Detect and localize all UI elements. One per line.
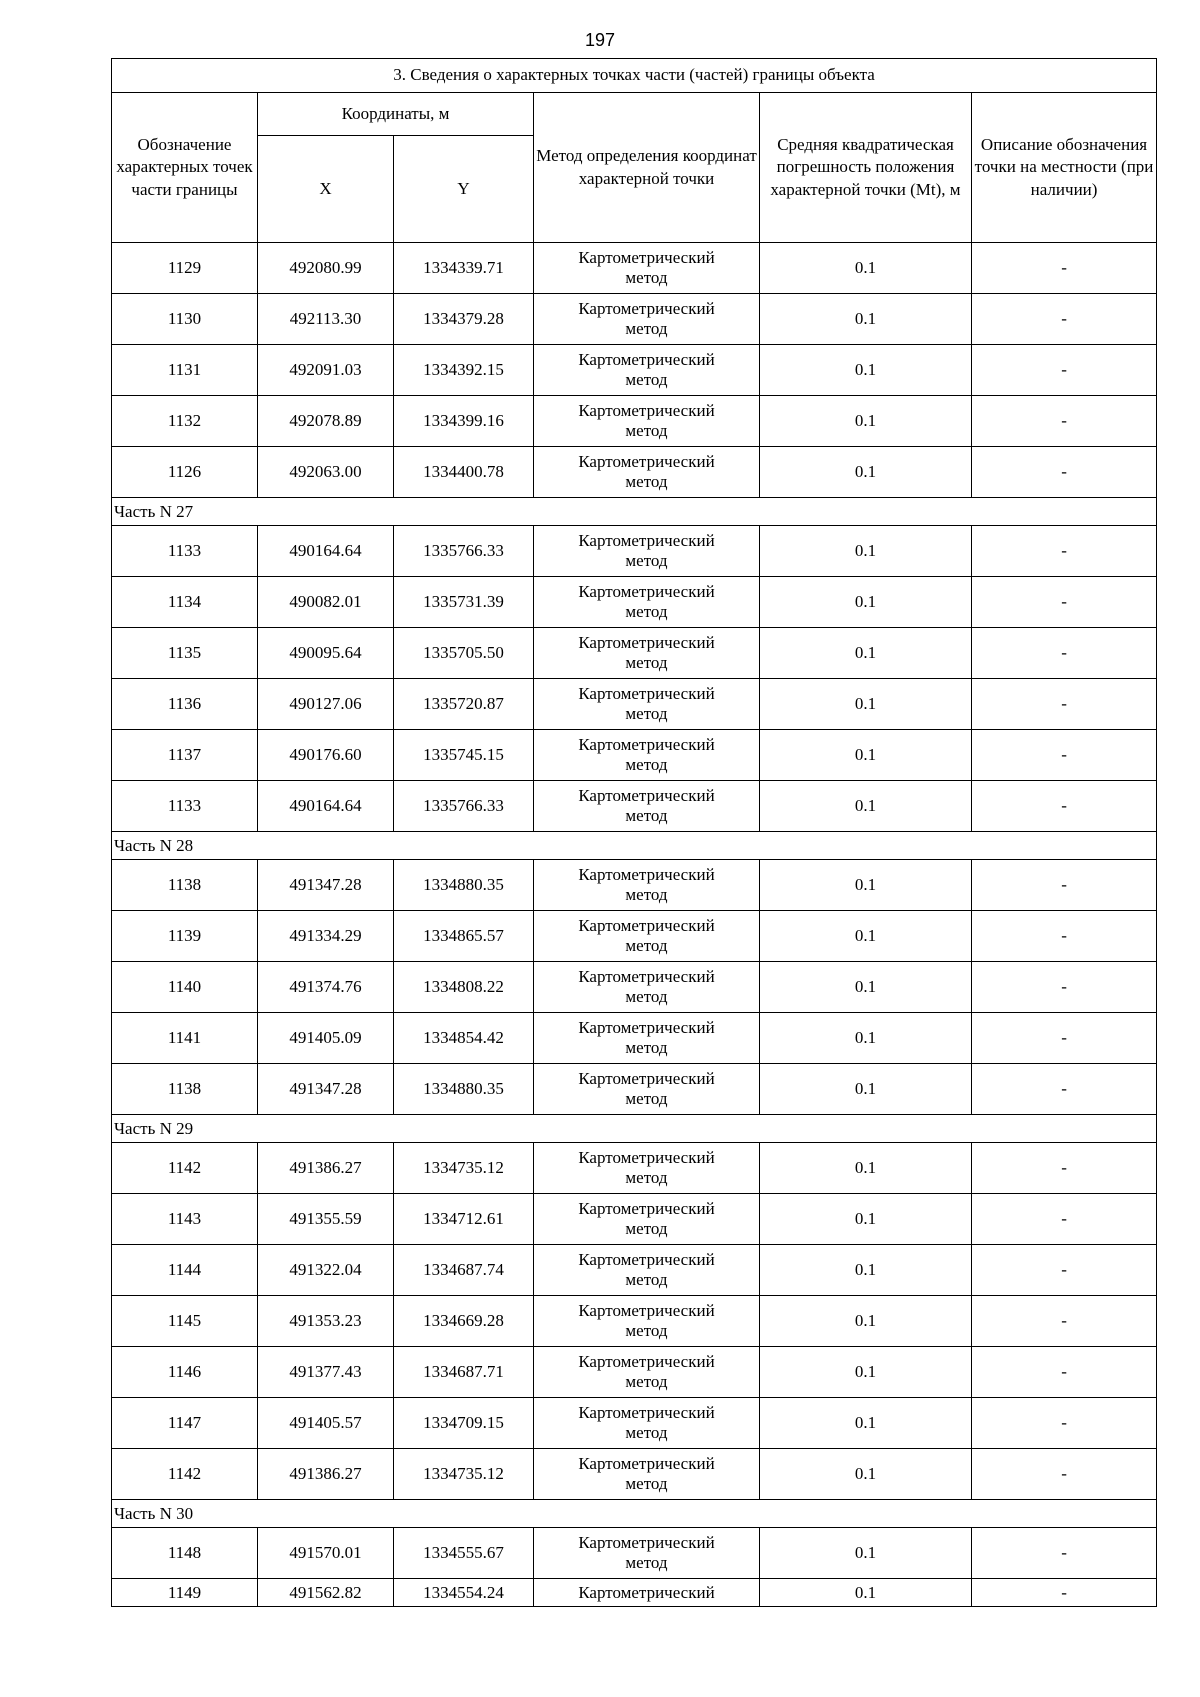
table-body bbox=[112, 243, 1157, 1607]
cell-description: - bbox=[972, 1245, 1157, 1296]
cell-accuracy: 0.1 bbox=[760, 1194, 972, 1245]
part-header-row bbox=[112, 832, 1157, 860]
method-line1: Картометрический bbox=[578, 735, 715, 755]
header-coords: Координаты, м bbox=[258, 93, 534, 136]
cell-point: 1138 bbox=[112, 1064, 258, 1115]
part-label: Часть N 28 bbox=[112, 832, 1157, 860]
cell-y: 1335720.87 bbox=[394, 679, 534, 730]
cell-point: 1142 bbox=[112, 1143, 258, 1194]
cell-x: 491405.09 bbox=[258, 1013, 394, 1064]
cell-accuracy: 0.1 bbox=[760, 679, 972, 730]
cell-y: 1334854.42 bbox=[394, 1013, 534, 1064]
cell-accuracy: 0.1 bbox=[760, 860, 972, 911]
cell-x: 491405.57 bbox=[258, 1398, 394, 1449]
cell-x: 490176.60 bbox=[258, 730, 394, 781]
cell-y: 1334400.78 bbox=[394, 447, 534, 498]
cell-description: - bbox=[972, 1528, 1157, 1579]
method-line1: Картометрический bbox=[578, 916, 715, 936]
cell-y: 1335731.39 bbox=[394, 577, 534, 628]
method-line1: Картометрический bbox=[578, 248, 715, 268]
method-line2: метод bbox=[625, 421, 668, 440]
cell-method bbox=[534, 1347, 760, 1398]
method-line1: Картометрический bbox=[578, 1454, 715, 1474]
header-method: Метод определения координат характерной точки bbox=[534, 93, 760, 243]
method-line2: метод bbox=[625, 268, 668, 287]
cell-description: - bbox=[972, 1347, 1157, 1398]
cell-accuracy: 0.1 bbox=[760, 577, 972, 628]
cell-y: 1334808.22 bbox=[394, 962, 534, 1013]
cell-method bbox=[534, 1579, 760, 1607]
table-row bbox=[112, 860, 1157, 911]
cell-y: 1335766.33 bbox=[394, 526, 534, 577]
cell-method bbox=[534, 628, 760, 679]
cell-x: 491353.23 bbox=[258, 1296, 394, 1347]
method-line1: Картометрический bbox=[578, 1148, 715, 1168]
cell-point: 1138 bbox=[112, 860, 258, 911]
method-line2: метод bbox=[625, 755, 668, 774]
method-line2: метод bbox=[625, 1553, 668, 1572]
method-line2: метод bbox=[625, 885, 668, 904]
cell-description: - bbox=[972, 1398, 1157, 1449]
cell-description: - bbox=[972, 396, 1157, 447]
cell-point: 1133 bbox=[112, 781, 258, 832]
cell-method bbox=[534, 243, 760, 294]
method-line2: метод bbox=[625, 1423, 668, 1442]
cell-accuracy: 0.1 bbox=[760, 962, 972, 1013]
table-row bbox=[112, 962, 1157, 1013]
method-line1: Картометрический bbox=[578, 582, 715, 602]
cell-point: 1141 bbox=[112, 1013, 258, 1064]
cell-method bbox=[534, 1296, 760, 1347]
table-row bbox=[112, 243, 1157, 294]
method-line1: Картометрический bbox=[578, 299, 715, 319]
cell-method bbox=[534, 526, 760, 577]
cell-accuracy: 0.1 bbox=[760, 781, 972, 832]
table-row bbox=[112, 396, 1157, 447]
method-line1: Картометрический bbox=[578, 1199, 715, 1219]
method-line2: метод bbox=[625, 1321, 668, 1340]
table-row bbox=[112, 911, 1157, 962]
part-label: Часть N 30 bbox=[112, 1500, 1157, 1528]
cell-method bbox=[534, 679, 760, 730]
cell-accuracy: 0.1 bbox=[760, 1143, 972, 1194]
method-line1: Картометрический bbox=[578, 1301, 715, 1321]
cell-point: 1126 bbox=[112, 447, 258, 498]
table-row bbox=[112, 1013, 1157, 1064]
cell-x: 491570.01 bbox=[258, 1528, 394, 1579]
table-row bbox=[112, 447, 1157, 498]
cell-description: - bbox=[972, 628, 1157, 679]
part-header-row bbox=[112, 498, 1157, 526]
cell-method bbox=[534, 1064, 760, 1115]
cell-method bbox=[534, 1398, 760, 1449]
method-line1: Картометрический bbox=[578, 633, 715, 653]
method-line1: Картометрический bbox=[578, 531, 715, 551]
cell-point: 1147 bbox=[112, 1398, 258, 1449]
cell-point: 1137 bbox=[112, 730, 258, 781]
cell-description: - bbox=[972, 1579, 1157, 1607]
method-line2: метод bbox=[625, 319, 668, 338]
cell-point: 1130 bbox=[112, 294, 258, 345]
cell-y: 1334687.74 bbox=[394, 1245, 534, 1296]
table-row bbox=[112, 526, 1157, 577]
cell-point: 1135 bbox=[112, 628, 258, 679]
cell-y: 1334735.12 bbox=[394, 1143, 534, 1194]
table-row bbox=[112, 1245, 1157, 1296]
method-line2: метод bbox=[625, 551, 668, 570]
cell-description: - bbox=[972, 1194, 1157, 1245]
method-line1: Картометрический bbox=[578, 967, 715, 987]
cell-accuracy: 0.1 bbox=[760, 1528, 972, 1579]
cell-description: - bbox=[972, 294, 1157, 345]
table-title: 3. Сведения о характерных точках части (частей) границы объекта bbox=[112, 59, 1157, 93]
table-row bbox=[112, 1347, 1157, 1398]
method-line2: метод bbox=[625, 806, 668, 825]
cell-method bbox=[534, 396, 760, 447]
cell-point: 1149 bbox=[112, 1579, 258, 1607]
header-description: Описание обозначения точки на местности (при наличии) bbox=[972, 93, 1157, 243]
cell-accuracy: 0.1 bbox=[760, 447, 972, 498]
table-row bbox=[112, 345, 1157, 396]
cell-accuracy: 0.1 bbox=[760, 1398, 972, 1449]
method-line2: метод bbox=[625, 1089, 668, 1108]
cell-accuracy: 0.1 bbox=[760, 1064, 972, 1115]
cell-accuracy: 0.1 bbox=[760, 1579, 972, 1607]
cell-point: 1132 bbox=[112, 396, 258, 447]
table-row bbox=[112, 577, 1157, 628]
cell-method bbox=[534, 1245, 760, 1296]
cell-x: 492091.03 bbox=[258, 345, 394, 396]
cell-y: 1334712.61 bbox=[394, 1194, 534, 1245]
cell-description: - bbox=[972, 243, 1157, 294]
cell-x: 492080.99 bbox=[258, 243, 394, 294]
table-row bbox=[112, 1194, 1157, 1245]
cell-x: 490164.64 bbox=[258, 526, 394, 577]
cell-description: - bbox=[972, 1296, 1157, 1347]
method-line1: Картометрический bbox=[578, 1352, 715, 1372]
points-table bbox=[111, 58, 1157, 1607]
cell-accuracy: 0.1 bbox=[760, 396, 972, 447]
table-row bbox=[112, 1528, 1157, 1579]
cell-x: 491347.28 bbox=[258, 860, 394, 911]
cell-method bbox=[534, 447, 760, 498]
cell-x: 492063.00 bbox=[258, 447, 394, 498]
cell-point: 1136 bbox=[112, 679, 258, 730]
method-line2: метод bbox=[625, 1372, 668, 1391]
table-row bbox=[112, 1449, 1157, 1500]
cell-y: 1334865.57 bbox=[394, 911, 534, 962]
cell-point: 1133 bbox=[112, 526, 258, 577]
cell-y: 1334339.71 bbox=[394, 243, 534, 294]
cell-description: - bbox=[972, 1013, 1157, 1064]
cell-point: 1145 bbox=[112, 1296, 258, 1347]
method-line1: Картометрический bbox=[578, 865, 715, 885]
table-row bbox=[112, 1398, 1157, 1449]
method-line1: Картометрический bbox=[578, 786, 715, 806]
cell-y: 1334554.24 bbox=[394, 1579, 534, 1607]
cell-y: 1335766.33 bbox=[394, 781, 534, 832]
method-line2: метод bbox=[625, 1038, 668, 1057]
method-line1: Картометрический bbox=[578, 1582, 715, 1602]
part-label: Часть N 27 bbox=[112, 498, 1157, 526]
cell-description: - bbox=[972, 1064, 1157, 1115]
cell-accuracy: 0.1 bbox=[760, 1245, 972, 1296]
cell-accuracy: 0.1 bbox=[760, 1347, 972, 1398]
part-label: Часть N 29 bbox=[112, 1115, 1157, 1143]
cell-description: - bbox=[972, 679, 1157, 730]
cell-description: - bbox=[972, 447, 1157, 498]
cell-x: 492078.89 bbox=[258, 396, 394, 447]
cell-method bbox=[534, 345, 760, 396]
method-line2: метод bbox=[625, 370, 668, 389]
cell-y: 1334709.15 bbox=[394, 1398, 534, 1449]
part-header-row bbox=[112, 1115, 1157, 1143]
method-line1: Картометрический bbox=[578, 1403, 715, 1423]
method-line1: Картометрический bbox=[578, 1250, 715, 1270]
table-row bbox=[112, 679, 1157, 730]
cell-description: - bbox=[972, 730, 1157, 781]
table-row bbox=[112, 1579, 1157, 1607]
header-x: X bbox=[258, 136, 394, 243]
cell-y: 1334392.15 bbox=[394, 345, 534, 396]
cell-y: 1334880.35 bbox=[394, 860, 534, 911]
cell-description: - bbox=[972, 1449, 1157, 1500]
method-line1: Картометрический bbox=[578, 684, 715, 704]
cell-x: 491355.59 bbox=[258, 1194, 394, 1245]
method-line2: метод bbox=[625, 1219, 668, 1238]
cell-point: 1139 bbox=[112, 911, 258, 962]
cell-point: 1134 bbox=[112, 577, 258, 628]
cell-method bbox=[534, 1449, 760, 1500]
cell-accuracy: 0.1 bbox=[760, 1449, 972, 1500]
cell-accuracy: 0.1 bbox=[760, 730, 972, 781]
cell-point: 1142 bbox=[112, 1449, 258, 1500]
cell-description: - bbox=[972, 860, 1157, 911]
cell-method bbox=[534, 781, 760, 832]
cell-x: 490082.01 bbox=[258, 577, 394, 628]
cell-x: 491334.29 bbox=[258, 911, 394, 962]
method-line2: метод bbox=[625, 1270, 668, 1289]
cell-x: 491386.27 bbox=[258, 1143, 394, 1194]
cell-x: 491347.28 bbox=[258, 1064, 394, 1115]
cell-method bbox=[534, 1528, 760, 1579]
cell-point: 1148 bbox=[112, 1528, 258, 1579]
cell-y: 1334687.71 bbox=[394, 1347, 534, 1398]
cell-method bbox=[534, 577, 760, 628]
cell-x: 491377.43 bbox=[258, 1347, 394, 1398]
cell-x: 491386.27 bbox=[258, 1449, 394, 1500]
method-line2: метод bbox=[625, 936, 668, 955]
cell-description: - bbox=[972, 962, 1157, 1013]
cell-y: 1334555.67 bbox=[394, 1528, 534, 1579]
cell-accuracy: 0.1 bbox=[760, 1296, 972, 1347]
method-line2: метод bbox=[625, 1168, 668, 1187]
cell-description: - bbox=[972, 526, 1157, 577]
cell-method bbox=[534, 962, 760, 1013]
cell-y: 1334399.16 bbox=[394, 396, 534, 447]
cell-method bbox=[534, 1013, 760, 1064]
cell-description: - bbox=[972, 577, 1157, 628]
method-line2: метод bbox=[625, 653, 668, 672]
table-row bbox=[112, 1064, 1157, 1115]
method-line2: метод bbox=[625, 704, 668, 723]
method-line2: метод bbox=[625, 1474, 668, 1493]
table-row bbox=[112, 294, 1157, 345]
cell-y: 1335705.50 bbox=[394, 628, 534, 679]
cell-accuracy: 0.1 bbox=[760, 628, 972, 679]
cell-method bbox=[534, 730, 760, 781]
cell-accuracy: 0.1 bbox=[760, 243, 972, 294]
method-line2: метод bbox=[625, 472, 668, 491]
cell-point: 1144 bbox=[112, 1245, 258, 1296]
table-row bbox=[112, 730, 1157, 781]
cell-x: 492113.30 bbox=[258, 294, 394, 345]
header-y: Y bbox=[394, 136, 534, 243]
part-header-row bbox=[112, 1500, 1157, 1528]
cell-y: 1334379.28 bbox=[394, 294, 534, 345]
cell-y: 1334735.12 bbox=[394, 1449, 534, 1500]
method-line1: Картометрический bbox=[578, 1533, 715, 1553]
cell-accuracy: 0.1 bbox=[760, 911, 972, 962]
table-row bbox=[112, 1296, 1157, 1347]
cell-accuracy: 0.1 bbox=[760, 526, 972, 577]
cell-accuracy: 0.1 bbox=[760, 345, 972, 396]
page-number: 197 bbox=[584, 30, 616, 50]
cell-y: 1335745.15 bbox=[394, 730, 534, 781]
cell-method bbox=[534, 1143, 760, 1194]
cell-x: 490127.06 bbox=[258, 679, 394, 730]
cell-point: 1131 bbox=[112, 345, 258, 396]
table-row bbox=[112, 1143, 1157, 1194]
cell-description: - bbox=[972, 911, 1157, 962]
method-line1: Картометрический bbox=[578, 401, 715, 421]
cell-x: 490164.64 bbox=[258, 781, 394, 832]
method-line2: метод bbox=[625, 987, 668, 1006]
cell-method bbox=[534, 911, 760, 962]
cell-method bbox=[534, 294, 760, 345]
cell-point: 1146 bbox=[112, 1347, 258, 1398]
cell-x: 491322.04 bbox=[258, 1245, 394, 1296]
cell-y: 1334669.28 bbox=[394, 1296, 534, 1347]
cell-method bbox=[534, 860, 760, 911]
cell-accuracy: 0.1 bbox=[760, 1013, 972, 1064]
table-row bbox=[112, 628, 1157, 679]
method-line1: Картометрический bbox=[578, 350, 715, 370]
cell-point: 1143 bbox=[112, 1194, 258, 1245]
cell-x: 490095.64 bbox=[258, 628, 394, 679]
header-accuracy: Средняя квадратическая погрешность положения характерной точки (Mt), м bbox=[760, 93, 972, 243]
cell-point: 1129 bbox=[112, 243, 258, 294]
method-line1: Картометрический bbox=[578, 452, 715, 472]
cell-y: 1334880.35 bbox=[394, 1064, 534, 1115]
table-row bbox=[112, 781, 1157, 832]
method-line1: Картометрический bbox=[578, 1018, 715, 1038]
method-line1: Картометрический bbox=[578, 1069, 715, 1089]
header-point: Обозначение характерных точек части границы bbox=[112, 93, 258, 243]
cell-description: - bbox=[972, 1143, 1157, 1194]
cell-method bbox=[534, 1194, 760, 1245]
cell-description: - bbox=[972, 781, 1157, 832]
cell-description: - bbox=[972, 345, 1157, 396]
method-line2: метод bbox=[625, 602, 668, 621]
cell-x: 491374.76 bbox=[258, 962, 394, 1013]
cell-x: 491562.82 bbox=[258, 1579, 394, 1607]
cell-accuracy: 0.1 bbox=[760, 294, 972, 345]
cell-point: 1140 bbox=[112, 962, 258, 1013]
